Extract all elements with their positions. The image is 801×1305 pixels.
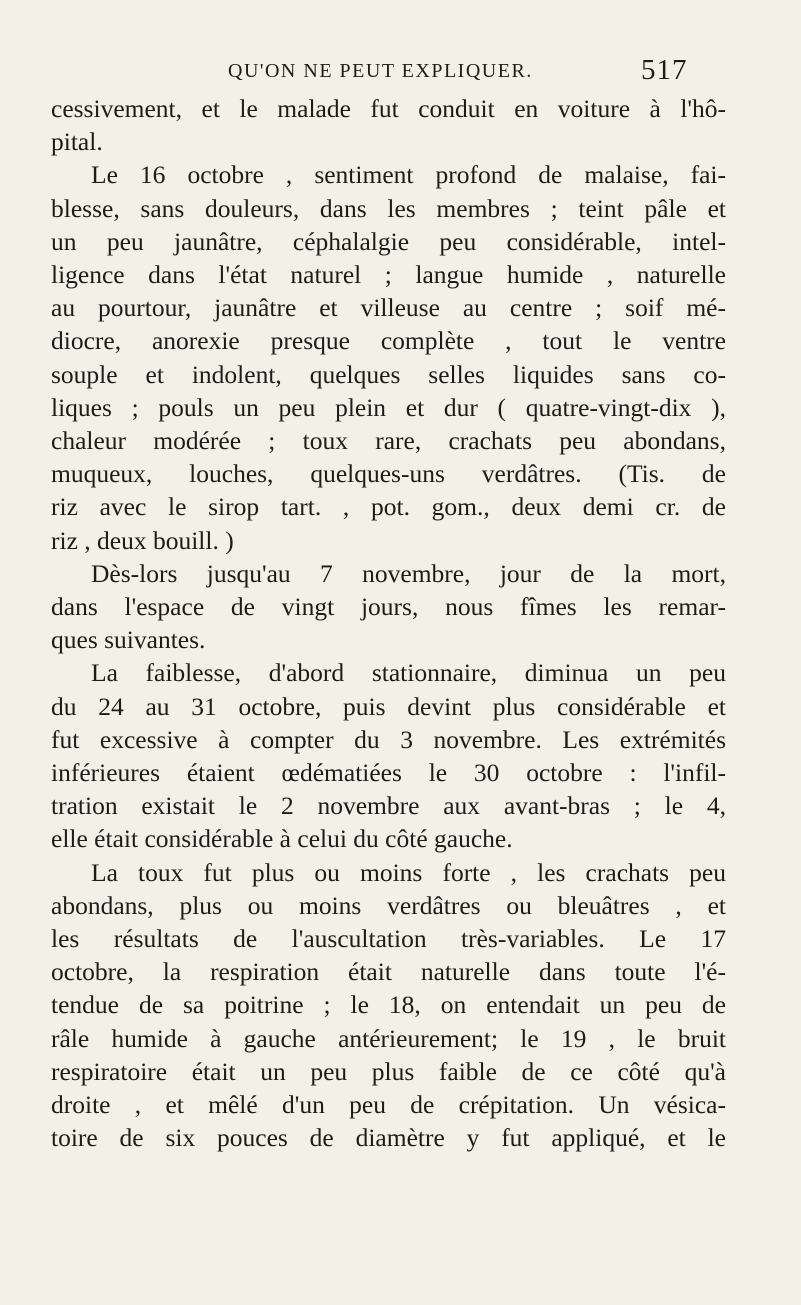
text-line: inférieures étaient œdématiées le 30 octobre : l'infil- (51, 758, 726, 788)
text-line: diocre, anorexie presque complète , tout le ventre (51, 326, 726, 356)
text-line: dans l'espace de vingt jours, nous fîmes les remar- (51, 592, 726, 622)
text-line: pital. (51, 127, 103, 157)
text-line: ques suivantes. (51, 625, 206, 655)
text-line: riz avec le sirop tart. , pot. gom., deux demi cr. de (51, 492, 726, 522)
text-line: tendue de sa poitrine ; le 18, on entendait un peu de (51, 990, 726, 1020)
text-line: râle humide à gauche antérieurement; le 19 , le bruit (51, 1023, 726, 1053)
text-line: abondans, plus ou moins verdâtres ou bleuâtres , et (51, 890, 726, 920)
text-line: elle était considérable à celui du côté gauche. (51, 824, 513, 854)
text-line: Dès-lors jusqu'au 7 novembre, jour de la mort, (91, 558, 726, 588)
text-line: tration existait le 2 novembre aux avant-bras ; le 4, (51, 791, 726, 821)
text-line: un peu jaunâtre, céphalalgie peu considérable, intel- (51, 226, 726, 256)
text-line: ligence dans l'état naturel ; langue humide , naturelle (51, 260, 726, 290)
text-line: La faiblesse, d'abord stationnaire, diminua un peu (91, 658, 726, 688)
page-number: 517 (641, 54, 688, 86)
text-line: Le 16 octobre , sentiment profond de malaise, fai- (91, 160, 726, 190)
text-line: octobre, la respiration était naturelle dans toute l'é- (51, 957, 726, 987)
text-line: toire de six pouces de diamètre y fut appliqué, et le (51, 1123, 726, 1153)
text-line: chaleur modérée ; toux rare, crachats peu abondans, (51, 426, 726, 456)
running-head: QU'ON NE PEUT EXPLIQUER. (228, 60, 533, 82)
text-line: respiratoire était un peu plus faible de ce côté qu'à (51, 1056, 726, 1086)
text-line: riz , deux bouill. ) (51, 525, 234, 555)
text-line: au pourtour, jaunâtre et villeuse au centre ; soif mé- (51, 293, 726, 323)
body-text (51, 92, 726, 1155)
text-line: souple et indolent, quelques selles liquides sans co- (51, 359, 726, 389)
text-line: les résultats de l'auscultation très-variables. Le 17 (51, 924, 726, 954)
text-line: muqueux, louches, quelques-uns verdâtres. (Tis. de (51, 459, 726, 489)
text-line: fut excessive à compter du 3 novembre. Les extrémités (51, 724, 726, 754)
text-line: La toux fut plus ou moins forte , les crachats peu (91, 857, 726, 887)
text-line: droite , et mêlé d'un peu de crépitation. Un vésica- (51, 1090, 726, 1120)
text-line: liques ; pouls un peu plein et dur ( quatre-vingt-dix ), (51, 392, 726, 422)
text-line: cessivement, et le malade fut conduit en voiture à l'hô- (51, 94, 726, 123)
text-line: du 24 au 31 octobre, puis devint plus considérable et (51, 691, 726, 721)
text-line: blesse, sans douleurs, dans les membres ; teint pâle et (51, 193, 726, 223)
